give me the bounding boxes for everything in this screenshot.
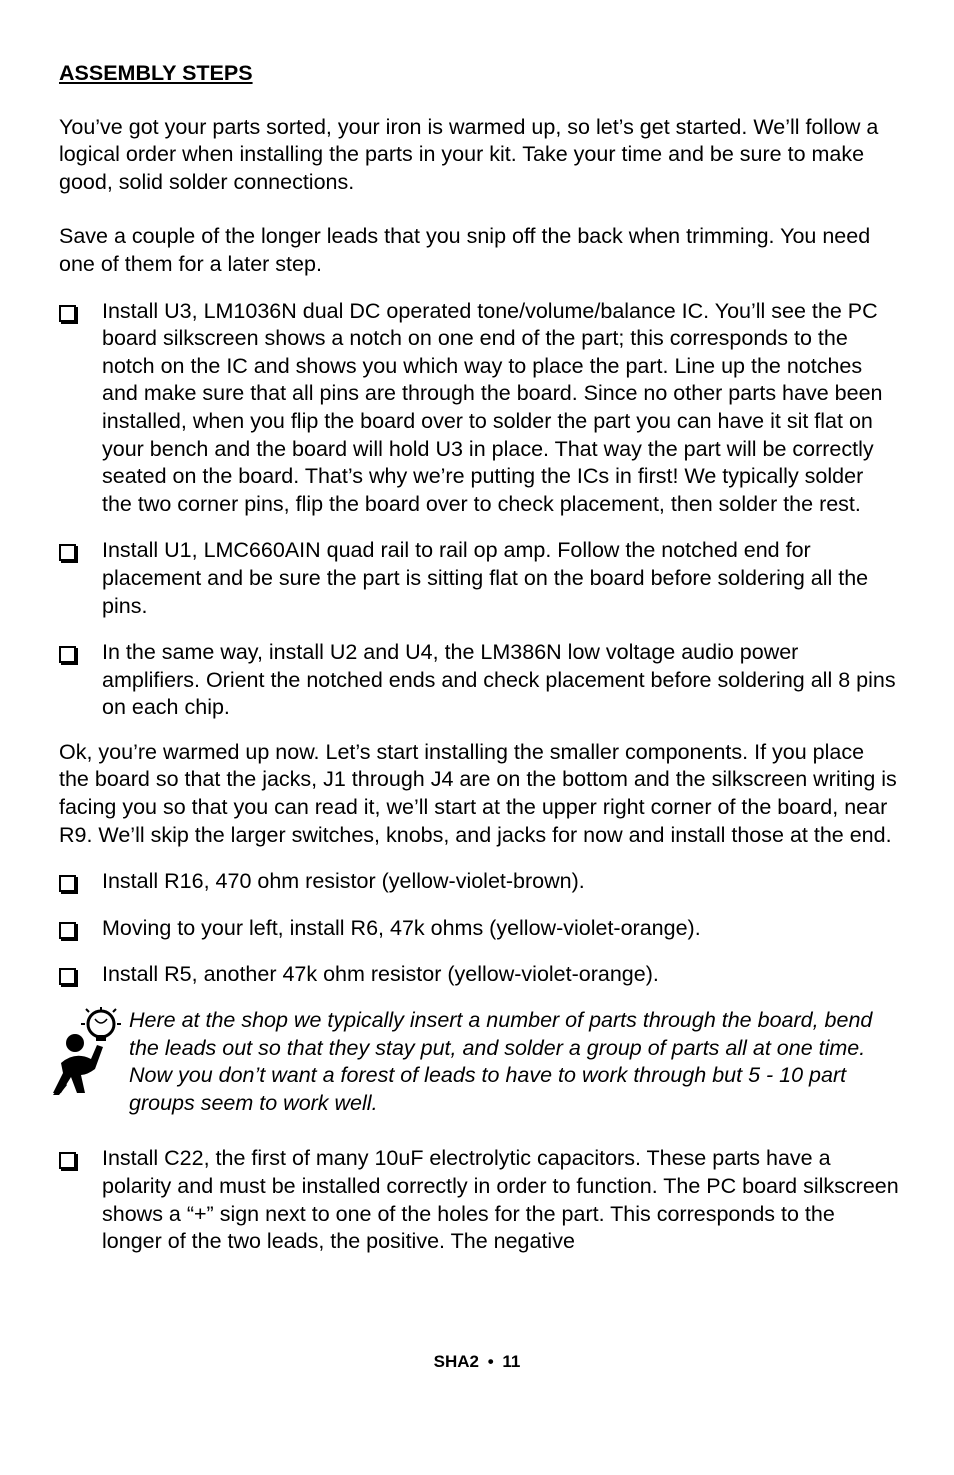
checkbox-icon[interactable] — [59, 968, 76, 985]
page-footer — [0, 1352, 954, 1372]
tip-box — [59, 1007, 899, 1117]
step-install-c22 — [59, 1145, 899, 1255]
checkbox-icon[interactable] — [59, 1152, 76, 1169]
page-content — [59, 60, 899, 1275]
step-text: Install U3, LM1036N dual DC operated tone/volume/balance IC. You’ll see the PC board silkscreen shows a notch on one end of the part; this corresponds to the notch on the IC and shows you which way to place the part. Line up the notches and make sure that all pins are through the board. Since no other parts have been installed, when you flip the board over to solder the part you can have it sit flat on your bench and the board will hold U3 in place. That way the part will be correctly seated on the board. That’s why we’re putting the ICs in first! We typically solder the two corner pins, flip the board over to check placement, then solder the rest. — [102, 298, 883, 516]
step-install-r6 — [59, 915, 899, 943]
step-text: Install C22, the first of many 10uF electrolytic capacitors. These parts have a polarity and must be installed correctly in order to function. The PC board silkscreen shows a “+” sign next to one of the holes for the part. This corresponds to the longer of the two leads, the positive. The negative — [102, 1146, 899, 1254]
intro-paragraph-2: Save a couple of the longer leads that you snip off the back when trimming. You need one of them for a later step. — [59, 224, 871, 276]
middle-paragraph: Ok, you’re warmed up now. Let’s start installing the smaller components. If you place the board so that the jacks, J1 through J4 are on the bottom and the silkscreen writing is facing you so that you can read it, we’ll start at the upper right corner of the board, near R9. We’ll skip the larger switches, knobs, and jacks for now and install those at the end. — [59, 739, 897, 847]
checkbox-icon[interactable] — [59, 646, 76, 663]
footer-page-number: 11 — [502, 1352, 521, 1371]
step-text: Install R16, 470 ohm resistor (yellow-violet-brown). — [102, 869, 585, 894]
step-text: In the same way, install U2 and U4, the LM386N low voltage audio power amplifiers. Orient the notched ends and check placement before soldering all 8 pins on each chip. — [102, 640, 896, 720]
section-heading: ASSEMBLY STEPS — [59, 61, 253, 85]
step-install-u3 — [59, 298, 899, 519]
lightbulb-person-icon — [51, 1007, 123, 1097]
footer-doc-name: SHA2 — [433, 1352, 479, 1371]
step-install-u1 — [59, 537, 899, 620]
tip-text: Here at the shop we typically insert a number of parts through the board, bend the leads out so that they stay put, and solder a group of parts all at one time. Now you don’t want a forest of leads to have to work through but 5 - 10 part groups seem to work well. — [129, 1008, 873, 1115]
checkbox-icon[interactable] — [59, 922, 76, 939]
intro-paragraph-1: You’ve got your parts sorted, your iron is warmed up, so let’s get started. We’ll follow a logical order when installing the parts in your kit. Take your time and be sure to make good, solid solder connections. — [59, 114, 879, 194]
checkbox-icon[interactable] — [59, 544, 76, 561]
step-text: Install U1, LMC660AIN quad rail to rail op amp. Follow the notched end for placement and be sure the part is sitting flat on the board before soldering all the pins. — [102, 538, 869, 618]
checkbox-icon[interactable] — [59, 305, 76, 322]
step-install-r5 — [59, 961, 899, 989]
step-install-r16 — [59, 868, 899, 896]
step-text: Moving to your left, install R6, 47k ohms (yellow-violet-orange). — [102, 915, 701, 940]
step-text: Install R5, another 47k ohm resistor (yellow-violet-orange). — [102, 962, 659, 987]
checkbox-icon[interactable] — [59, 875, 76, 892]
footer-separator: • — [487, 1352, 494, 1371]
step-install-u2-u4 — [59, 639, 899, 722]
